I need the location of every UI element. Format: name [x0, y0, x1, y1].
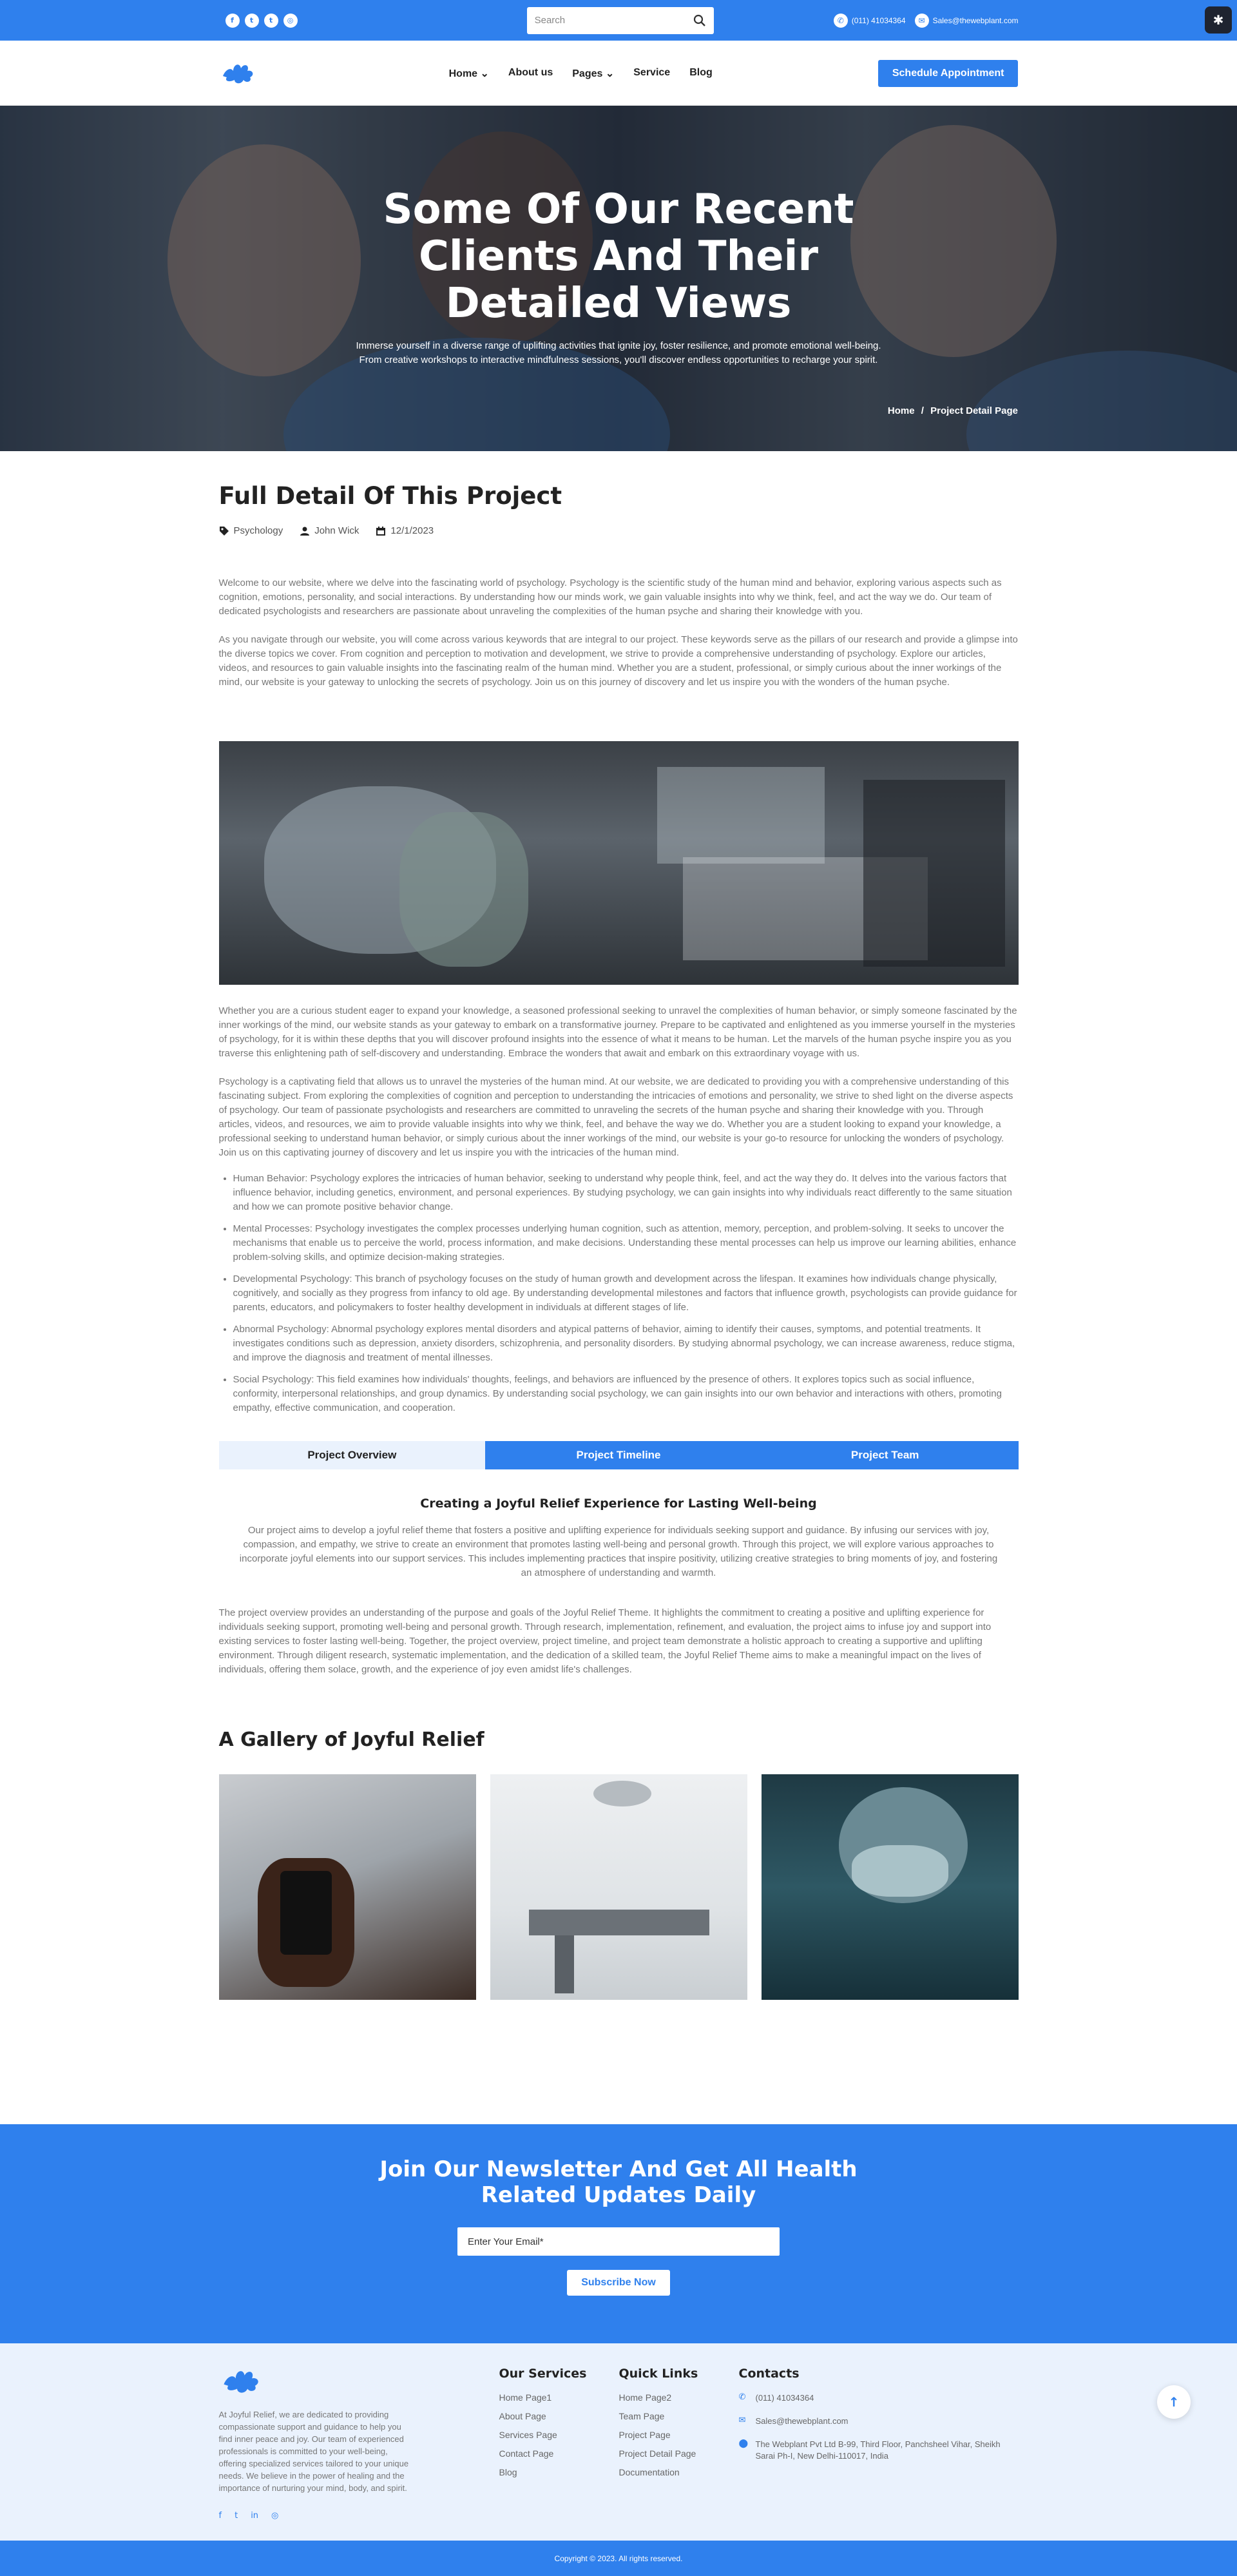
- search-box: [527, 7, 714, 34]
- main-nav: [0, 41, 1237, 106]
- footer-links-title: Quick Links: [618, 2367, 698, 2381]
- newsletter-section: [0, 2124, 1237, 2343]
- footer-email[interactable]: Sales@thewebplant.com: [755, 2416, 849, 2426]
- facebook-icon[interactable]: f: [225, 14, 240, 28]
- hubspot-icon[interactable]: ✱: [1205, 6, 1232, 34]
- search-input[interactable]: [535, 15, 693, 26]
- twitter-icon[interactable]: t: [235, 2511, 238, 2521]
- footer-contacts: [739, 2367, 1016, 2521]
- hero-subtitle-line: Immerse yourself in a diverse range of uplifting activities that ignite joy, foster resilience, and promote emotional well-being.: [356, 340, 881, 351]
- photo-shape: [852, 1845, 948, 1897]
- gallery-image-room[interactable]: [490, 1774, 747, 2000]
- tag-icon: [219, 526, 229, 536]
- linkedin-icon[interactable]: in: [251, 2511, 259, 2521]
- photo-shape: [657, 767, 825, 864]
- social-links: [219, 14, 298, 28]
- newsletter-title: Join Our Newsletter And Get All Health Related Updates Daily: [379, 2156, 858, 2208]
- project-tabs: [219, 1441, 1019, 1469]
- footer-link[interactable]: Project Page: [618, 2430, 671, 2440]
- gallery-image-surgeon[interactable]: [762, 1774, 1019, 2000]
- photo-shape: [593, 1781, 651, 1806]
- footer-social: [219, 2511, 499, 2521]
- nav-item-blog[interactable]: Blog: [689, 66, 713, 78]
- copyright-text: Copyright © 2023. All rights reserved.: [554, 2553, 683, 2563]
- photo-shape: [280, 1871, 332, 1955]
- copyright-bar: [0, 2541, 1237, 2576]
- intro-paragraph: As you navigate through our website, you will come across various keywords that are integral to our project. These keywords serve as the pillars of our research and provide a glimpse into the diverse topics we cover. From cognition and perception to motivation and development, we strive to provide a comprehensive understanding of psychology. Explore our articles, videos, and resources to gain valuable insights into the fascinating realm of the human mind. Whether you are a student, professional, or simply curious about the inner workings of the mind, our website is your gateway to unlocking the secrets of psychology. Join us on this journey of discovery and let us inspire you with the wonders of the human psyche.: [218, 634, 1018, 688]
- footer-link[interactable]: Services Page: [499, 2430, 557, 2440]
- twitter-icon[interactable]: t: [245, 14, 259, 28]
- search-icon[interactable]: [693, 14, 706, 27]
- footer-link[interactable]: Home Page1: [499, 2392, 552, 2403]
- tab-project-overview[interactable]: Project Overview: [219, 1441, 486, 1469]
- footer-about: [219, 2367, 499, 2521]
- user-icon: [300, 526, 310, 536]
- nav-menu: [449, 67, 713, 80]
- list-item: • Human Behavior: Psychology explores the intricacies of human behavior, seeking to understand why people think, feel, and act the way they do. It delves into the various factors that influence behavior, including genetics, environment, and personal experiences. By studying psychology, we can gain insights into why individuals react differently to the same situation and how we can promote positive behavior change.: [233, 1172, 1019, 1214]
- footer-contacts-title: Contacts: [738, 2367, 800, 2381]
- gallery-image-phone[interactable]: [219, 1774, 476, 2000]
- phone-icon: ✆: [738, 2392, 746, 2402]
- footer: [0, 2343, 1237, 2541]
- nav-item-home[interactable]: Home ⌄: [448, 68, 489, 79]
- top-bar: [0, 0, 1237, 41]
- nav-item-about[interactable]: About us: [508, 66, 553, 78]
- footer-services: [499, 2367, 619, 2521]
- photo-shape: [555, 1935, 574, 1993]
- top-email[interactable]: Sales@thewebplant.com: [932, 15, 1019, 25]
- intro-paragraph: Welcome to our website, where we delve into the fascinating world of psychology. Psychology is the scientific study of the human mind and behavior, exploring various aspects such as cognition, emotions, personality, and social interactions. By understanding how our minds work, we gain valuable insights into why we think, feel, and act the way we do. Our team of dedicated psychologists and researchers are passionate about unraveling the complexities of the human psyche and sharing their knowledge with you.: [218, 577, 1002, 617]
- top-contacts: [834, 14, 1019, 28]
- surgery-photo: [219, 741, 1019, 985]
- project-title: Full Detail Of This Project: [218, 482, 562, 510]
- footer-quick-links: [619, 2367, 739, 2521]
- footer-link[interactable]: Home Page2: [618, 2392, 672, 2403]
- project-meta: [219, 525, 1019, 536]
- footer-link[interactable]: Blog: [499, 2467, 517, 2477]
- phone-icon: ✆: [834, 14, 848, 28]
- breadcrumb-current: Project Detail Page: [930, 405, 1018, 416]
- calendar-icon: [376, 526, 386, 536]
- list-item: • Social Psychology: This field examines how individuals' thoughts, feelings, and behaviors are influenced by the presence of others. It explores topics such as social influence, conformity, interpersonal relationships, and group dynamics. By understanding social psychology, we can gain insights into our own behavior and interactions with others, promoting empathy, effective communication, and cooperation.: [233, 1373, 1019, 1415]
- list-item: • Mental Processes: Psychology investigates the complex processes underlying human cognition, such as attention, memory, perception, and problem-solving. It seeks to uncover the mechanisms that enable us to perceive the world, process information, and make decisions. Understanding these mental processes can help us improve our learning abilities, enhance problem-solving skills, and optimize decision-making strategies.: [233, 1222, 1019, 1264]
- list-item: • Abnormal Psychology: Abnormal psychology explores mental disorders and atypical patterns of behavior, aiming to identify their causes, symptoms, and potential treatments. It investigates conditions such as depression, anxiety disorders, schizophrenia, and personality disorders. By studying abnormal psychology, we can increase awareness, reduce stigma, and improve the diagnosis and treatment of mental illnesses.: [233, 1322, 1019, 1365]
- footer-logo-icon[interactable]: [219, 2367, 264, 2396]
- tab-project-team[interactable]: Project Team: [752, 1441, 1019, 1469]
- instagram-icon[interactable]: ◎: [271, 2511, 279, 2521]
- photo-shape: [863, 780, 1005, 967]
- facebook-icon[interactable]: f: [218, 2511, 222, 2521]
- mail-icon: ✉: [738, 2416, 746, 2425]
- schedule-appointment-button[interactable]: Schedule Appointment: [878, 60, 1019, 87]
- location-icon: ⬤: [738, 2439, 749, 2448]
- body-paragraph: Psychology is a captivating field that allows us to unravel the mysteries of the human mind. At our website, we are dedicated to providing you with a comprehensive understanding of this fascinating subject. From exploring the complexities of cognition and perception to understanding the intricacies of emotions and personality, we strive to shed light on the diverse aspects of psychology. Our team of passionate psychologists and researchers are committed to unraveling the secrets of the human psyche and sharing their knowledge with you. Through articles, videos, and resources, we aim to provide valuable insights into why we think, feel, and behave the way we do. Whether you are a student looking to expand your knowledge, a professional seeking to understand human behavior, or simply curious about the inner workings of the mind, our website is your go-to resource for unlocking the wonders of psychology. Join us on this captivating journey of discovery and let us inspire you with the intricacies of the human mind.: [218, 1076, 1013, 1158]
- gallery-title: A Gallery of Joyful Relief: [218, 1729, 484, 1751]
- hero-subtitle-line: From creative workshops to interactive mindfulness sessions, you'll discover endless opportunities to recharge your spirit.: [359, 354, 878, 365]
- breadcrumb-separator: /: [921, 405, 924, 416]
- breadcrumb: [888, 405, 1018, 416]
- breadcrumb-home[interactable]: Home: [887, 405, 915, 416]
- hero-title: Some Of Our Recent Clients And Their Detailed Views: [383, 186, 854, 327]
- photo-shape: [529, 1910, 709, 1935]
- hero-banner: [0, 106, 1237, 451]
- list-item: • Developmental Psychology: This branch of psychology focuses on the study of human growth and development across the lifespan. It examines how individuals change physically, cognitively, and socially as they progress from infancy to old age. By understanding developmental milestones and factors that influence growth, psychologists can provide guidance for parents, educators, and policymakers to foster healthy development in individuals at different stages of life.: [233, 1272, 1019, 1315]
- subscribe-button[interactable]: Subscribe Now: [567, 2270, 670, 2296]
- hero-subtitle: [0, 339, 1237, 367]
- logo-icon[interactable]: [219, 61, 258, 86]
- overview-body: The project overview provides an understanding of the purpose and goals of the Joyful Relief Theme. It highlights the commitment to creating a positive and uplifting experience for individuals seeking support, promoting well-being and personal growth. Through research, implementation, refinement, and evaluation, the project aims to infuse joy and support into existing services to foster lasting well-being. Together, the project overview, project timeline, and project team demonstrate a holistic approach to creating a supportive and uplifting environment. Through diligent research, systematic implementation, and the dedication of a skilled team, the Joyful Relief Theme aims to make a meaningful impact on the lives of individuals, offering them solace, growth, and the experience of joy even amidst life's challenges.: [218, 1607, 992, 1675]
- overview-intro: Our project aims to develop a joyful relief theme that fosters a positive and uplifting experience for individuals seeking support and guidance. By infusing our services with joy, compassion, and empathy, we strive to create an environment that promotes lasting well-being and personal growth. Through this project, we will explore various approaches to incorporate joyful elements into our support services. This includes implementing practices that inspire positivity, utilizing creative strategies to bring moments of joy, and fostering an atmosphere of understanding and warmth.: [239, 1525, 998, 1578]
- tumblr-icon[interactable]: t: [264, 14, 278, 28]
- gallery: [219, 1774, 1019, 2000]
- footer-link[interactable]: Documentation: [618, 2467, 680, 2477]
- nav-item-service[interactable]: Service: [633, 66, 671, 78]
- body-paragraph: Whether you are a curious student eager to expand your knowledge, a seasoned professional seeking to unravel the complexities of human behavior, or simply someone fascinated by the inner workings of the mind, our website stands as your gateway to embark on a transformative journey. Prepare to be captivated and enlightened as you immerse yourself in the mysteries of psychology, for it is within these depths that you will discover profound insights into the essence of what it means to be human. Let the marvels of the human psyche inspire you as you traverse this enlightening path of self-discovery and understanding. Embrace the wonders that await and embark on this extraordinary voyage with us.: [218, 1005, 1017, 1059]
- newsletter-email-input[interactable]: [457, 2227, 780, 2256]
- nav-item-pages[interactable]: Pages ⌄: [572, 68, 615, 79]
- instagram-icon[interactable]: ◎: [283, 14, 298, 28]
- footer-link[interactable]: About Page: [499, 2411, 546, 2421]
- project-content: [219, 482, 1019, 2000]
- mail-icon: ✉: [915, 14, 929, 28]
- project-category[interactable]: Psychology: [233, 525, 283, 536]
- footer-link[interactable]: Contact Page: [499, 2448, 554, 2459]
- overview-heading: Creating a Joyful Relief Experience for Lasting Well-being: [420, 1496, 817, 1511]
- footer-link[interactable]: Team Page: [618, 2411, 665, 2421]
- tab-project-timeline[interactable]: Project Timeline: [485, 1441, 752, 1469]
- topic-list: [219, 1172, 1019, 1415]
- footer-about-text: At Joyful Relief, we are dedicated to providing compassionate support and guidance to help you find inner peace and joy. Our team of experienced professionals is committed to your well-being, offering specialized services tailored to your unique needs. We believe in the power of healing and the importance of nurturing your mind, body, and spirit.: [218, 2410, 409, 2493]
- footer-phone[interactable]: (011) 41034364: [755, 2393, 814, 2403]
- footer-link[interactable]: Project Detail Page: [618, 2448, 696, 2459]
- photo-shape: [399, 812, 528, 967]
- footer-services-title: Our Services: [499, 2367, 587, 2381]
- footer-address: The Webplant Pvt Ltd B-99, Third Floor, Panchsheel Vihar, Sheikh Sarai Ph-I, New Delhi-110017, India: [755, 2439, 1001, 2461]
- project-date: 12/1/2023: [390, 525, 434, 536]
- top-phone[interactable]: (011) 41034364: [851, 15, 906, 25]
- back-to-top-button[interactable]: ↑: [1157, 2385, 1191, 2419]
- project-author[interactable]: John Wick: [314, 525, 360, 536]
